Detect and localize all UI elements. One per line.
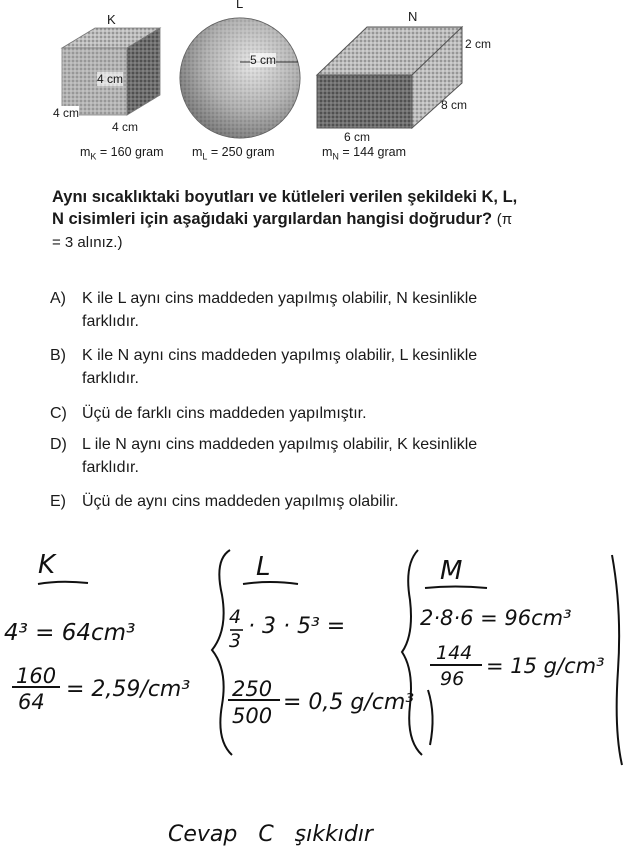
option-a-text: K ile L aynı cins maddeden yapılmış olabilir, N kesinlikle farklıdır. (82, 290, 478, 330)
hw-answer: Cevap C şıkkıdır (168, 822, 373, 847)
hw-l-frac-num: 4 (229, 606, 242, 628)
option-c-letter: C) (50, 405, 67, 422)
hw-l-heading: L (256, 552, 271, 582)
option-a-letter: A) (50, 290, 66, 307)
hw-m-heading: M (440, 556, 463, 586)
option-e-text: Üçü de aynı cins maddeden yapılmış olabilir. (82, 493, 399, 510)
box-n-width-dim: 6 cm (344, 130, 371, 144)
hw-m-density: = 15 g/cm³ (486, 654, 605, 678)
option-a[interactable] (50, 287, 520, 333)
hw-k-num: 160 (16, 664, 57, 688)
hw-l-den: 500 (232, 704, 273, 728)
option-c-text: Üçü de farklı cins maddeden yapılmıştır. (82, 405, 367, 422)
box-n-depth-dim: 8 cm (441, 98, 468, 112)
cube-k-bottom-dim: 4 cm (112, 120, 139, 134)
hw-l-volume: · 3 · 5³ = (248, 614, 346, 639)
hw-l-density: = 0,5 g/cm³ (283, 690, 415, 715)
option-b-letter: B) (50, 347, 66, 364)
option-d-letter: D) (50, 436, 67, 453)
hw-m-num: 144 (436, 642, 473, 664)
mass-n: $m_N = 144$ gram (322, 145, 406, 162)
cube-k-front-dim: 4 cm (97, 72, 124, 86)
hw-m-den: 96 (440, 668, 465, 690)
hw-l-num: 250 (232, 677, 273, 701)
option-b[interactable] (50, 344, 520, 390)
hw-l-frac-den: 3 (229, 630, 242, 652)
figure-l-label: L (236, 0, 244, 11)
mass-k: $m_K = 160$ gram (80, 145, 164, 162)
figure-n-label: N (408, 9, 418, 24)
sphere-l-shape (180, 18, 300, 138)
cube-k-side-dim: 4 cm (53, 106, 80, 120)
figure-k-label: K (107, 12, 116, 27)
option-c[interactable] (50, 402, 520, 425)
hw-k-den: 64 (18, 690, 45, 714)
option-d-text: L ile N aynı cins maddeden yapılmış olabilir, K kesinlikle farklıdır. (82, 436, 478, 476)
hw-k-heading: K (38, 550, 56, 580)
hw-k-density: = 2,59/cm³ (66, 677, 191, 702)
sphere-l-radius-dim: 5 cm (250, 53, 277, 67)
question-text (52, 186, 522, 254)
option-b-text: K ile N aynı cins maddeden yapılmış olabilir, L kesinlikle farklıdır. (82, 347, 478, 387)
question-note: (π = 3 alınız.) (52, 211, 513, 251)
option-e-letter: E) (50, 493, 66, 510)
mass-l: $m_L = 250$ gram (192, 145, 275, 162)
hw-k-volume: 4³ = 64cm³ (4, 620, 136, 646)
option-d[interactable] (50, 433, 520, 479)
box-n-shape (317, 27, 462, 128)
hw-m-volume: 2·8·6 = 96cm³ (420, 606, 572, 630)
box-n-height-dim: 2 cm (465, 37, 492, 51)
question-body: Aynı sıcaklıktaki boyutları ve kütleleri verilen şekildeki K, L, N cisimleri için aşağıdaki yargılardan hangisi doğrudur? (52, 188, 518, 228)
option-e[interactable] (50, 490, 520, 513)
